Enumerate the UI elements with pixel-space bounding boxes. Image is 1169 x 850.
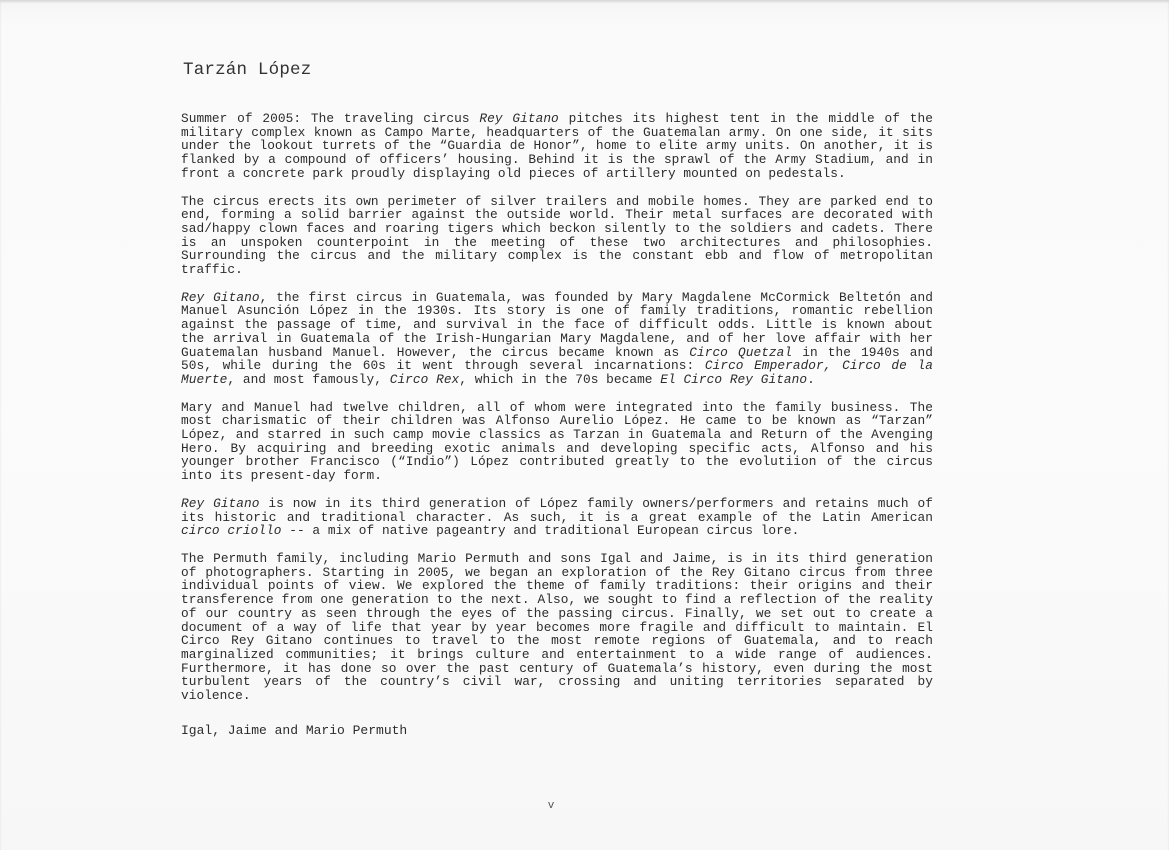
text-run: is now in its third generation of López family owners/performers and retains much of its historic and traditional character. As such, it is a great example of the Latin American xyxy=(181,495,934,525)
italic-text-run: Rey Gitano xyxy=(479,111,559,126)
text-run: Summer of 2005: The traveling circus xyxy=(181,111,480,126)
paragraph-1 xyxy=(181,112,933,181)
text-run: , the first circus in Guatemala, was founded by Mary Magdalene McCormick Beltetón and Manuel Asunción López in the 1930s. Its story is one of family traditions, romantic rebellion against the passage of time, and survival in the face of difficult odds. Little is known about the arrival in Guatemala of the Irish-Hungarian Mary Magdalene, and of her love affair with her Guatemalan husband Manuel. However, the circus became known as xyxy=(181,289,933,360)
italic-text-run: Rey Gitano xyxy=(181,495,260,511)
essay-body xyxy=(181,112,933,738)
text-run: . xyxy=(807,371,815,387)
text-run: Mary and Manuel had twelve children, all of whom were integrated into the family business. The most charismatic of their children was Alfonso Aurelio López. He came to be known as “Tarzan” López, and starred in such camp movie classics as Tarzan in Guatemala and Return of the Avenging Hero. By acquiring and breeding exotic animals and developing specific acts, Alfonso and his younger brother Francisco (“Indio”) López contributed greatly to the evolutiion of the circus into its present-day form. xyxy=(181,399,933,484)
text-run: in the 1940s and 50s, while during the 60s it went through several incarnations: xyxy=(181,344,933,374)
paragraph-3 xyxy=(181,291,933,387)
text-run: -- a mix of native pageantry and traditional European circus lore. xyxy=(281,523,800,539)
italic-text-run: circo criollo xyxy=(181,523,282,539)
paragraph-2 xyxy=(181,195,933,277)
italic-text-run: Rey Gitano xyxy=(181,289,260,305)
italic-text-run: Circo Emperador, Circo de la Muerte xyxy=(181,358,933,387)
signature: Igal, Jaime and Mario Permuth xyxy=(181,722,408,738)
paragraph-4 xyxy=(181,401,933,483)
text-run: pitches its highest tent in the middle of the military complex known as Campo Marte, headquarters of the Guatemalan army. On one side, it sits under the lookout turrets of the “Guardia de Honor”, home to elite army units. On another, it is flanked by a compound of officers’ housing. Behind it is the sprawl of the Army Stadium, and in front a concrete park proudly displaying old pieces of artillery mounted on pedestals. xyxy=(181,111,933,181)
italic-text-run: Circo Quetzal xyxy=(689,344,793,360)
italic-text-run: Circo Rex xyxy=(389,371,460,387)
text-run: , and most famously, xyxy=(227,371,390,387)
text-run: The circus erects its own perimeter of silver trailers and mobile homes. They are parked end to end, forming a solid barrier against the outside world. Their metal surfaces are decorated with sad/happy clown faces and roaring tigers which beckon silently to the soldiers and cadets. There is an unspoken counterpoint in the meeting of these two architectures and philosophies. Surrounding the circus and the military complex is the constant ebb and flow of metropolitan traffic. xyxy=(181,193,933,278)
text-run: The Permuth family, including Mario Permuth and sons Igal and Jaime, is in its third generation of photographers. Starting in 2005, we began an exploration of the Rey Gitano circus from three individual points of view. We explored the theme of family traditions: their origins and their transference from one generation to the next. Also, we sought to find a reflection of the reality of our country as seen through the eyes of the passing circus. Finally, we set out to create a document of a way of life that year by year becomes more fragile and difficult to maintain. El Circo Rey Gitano continues to travel to the most remote regions of Guatemala, and to reach marginalized communities; it brings culture and entertainment to a wide range of audiences. Furthermore, it has done so over the past century of Guatemala’s history, even during the most turbulent years of the country’s civil war, crossing and uniting territories separated by violence. xyxy=(181,550,933,704)
paragraph-5 xyxy=(181,497,933,538)
page-title: Tarzán López xyxy=(183,60,312,80)
text-run: , which in the 70s became xyxy=(459,371,661,387)
italic-text-run: El Circo Rey Gitano xyxy=(660,371,808,387)
paragraph-6 xyxy=(181,552,933,703)
page-number: v xyxy=(547,800,555,812)
